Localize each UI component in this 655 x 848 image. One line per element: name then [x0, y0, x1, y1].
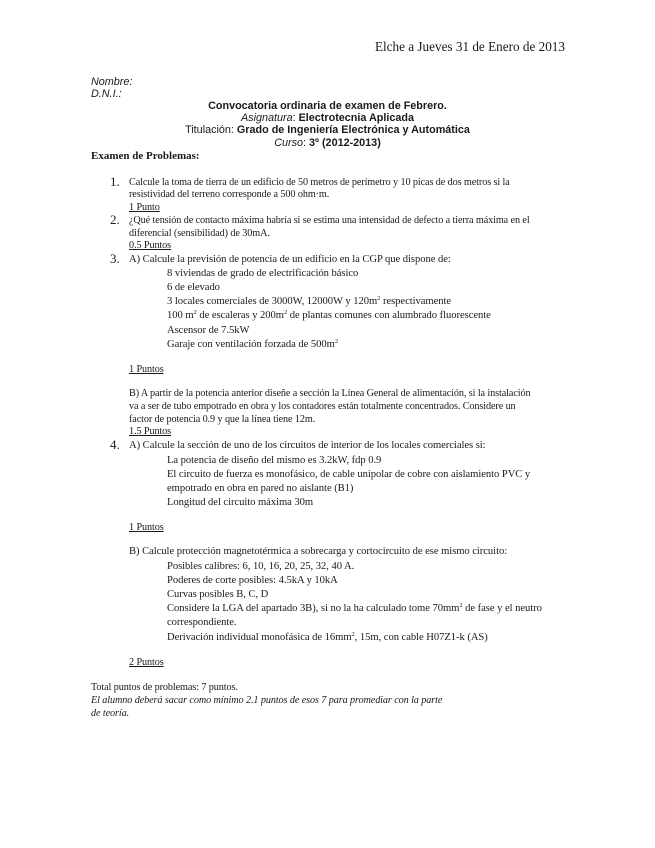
q4-item-longitud: Longitud del circuito máxima 30m	[167, 497, 314, 508]
q4-item-potencia: La potencia de diseño del mismo es 3.2kW, fdp 0.9	[167, 455, 382, 466]
q2-line1: ¿Qué tensión de contacto máxima habría si se estima una intensidad de defecto a tierra máxima en el	[129, 215, 530, 226]
q3-item-escaleras: 100 $m^2$ de escaleras y $200m^2$ de plantas comunes con alumbrado fluorescente	[167, 309, 491, 321]
q1-line1: Calcule la toma de tierra de un edificio de 50 metros de perímetro y 10 picas de dos metros si la	[129, 177, 510, 188]
q3-b-line2: va a ser de tubo empotrado en obra y los contadores están totalmente concentrados. Considere un	[129, 401, 516, 412]
q2-number: 2.	[110, 212, 120, 227]
asignatura-line: Asignatura: Electrotecnia Aplicada	[240, 112, 415, 124]
q3-points-a: 1 Puntos	[129, 364, 164, 375]
q3-intro: A) Calcule la previsión de potencia de un edificio en la CGP que dispone de:	[129, 254, 451, 265]
q4-b-item-poderes: Poderes de corte posibles: 4.5kA y 10kA	[167, 575, 338, 586]
q3-item-elevado: 6 de elevado	[167, 282, 220, 293]
q4-item-circuito: El circuito de fuerza es monofásico, de cable unipolar de cobre con aislamiento PVC y	[167, 469, 531, 480]
nombre-label: Nombre:	[91, 76, 133, 88]
q1-line2: resistividad del terreno corresponde a 500 ohm·m.	[129, 189, 330, 200]
q3-points-b: 1.5 Puntos	[129, 426, 172, 437]
q3-item-viviendas: 8 viviendas de grado de electrificación básico	[167, 268, 359, 279]
q4-b-item-curvas: Curvas posibles B, C, D	[167, 589, 269, 600]
q2-line2: diferencial (sensibilidad) de 30mA.	[129, 228, 270, 239]
q4-points-b: 2 Puntos	[129, 657, 164, 668]
asignatura-value: Electrotecnia Aplicada	[298, 112, 415, 124]
note-line2: de teoría.	[91, 708, 130, 719]
asignatura-label: Asignatura	[240, 112, 293, 124]
q3-item-garaje: Garaje con ventilación forzada de $500m^2$	[167, 338, 339, 350]
q3-b-line3: factor de potencia 0.9 y que la línea tiene 12m.	[129, 414, 316, 425]
total-points: Total puntos de problemas: 7 puntos.	[91, 682, 238, 693]
dni-label: D.N.I.:	[91, 88, 122, 100]
q3-number: 3.	[110, 251, 120, 266]
curso-line: Curso: 3º (2012-2013)	[274, 137, 381, 149]
q4-b-item-lga: Considere la LGA del apartado 3B), si no la ha calculado tome $70mm^2$ de fase y el neutro	[167, 602, 542, 614]
q3-item-locales: 3 locales comerciales de 3000W, 12000W y $120m^2$ respectivamente	[167, 295, 452, 307]
note-line1: El alumno deberá sacar como mínimo 2.1 puntos de esos 7 para promediar con la parte	[91, 695, 443, 706]
titulacion-label: Titulación:	[185, 124, 234, 136]
section-title: Examen de Problemas:	[91, 150, 200, 162]
q1-number: 1.	[110, 174, 120, 189]
q3-b-line1: B) A partir de la potencia anterior diseñe a sección la Línea General de alimentación, si la instalación	[129, 388, 531, 399]
curso-label: Curso	[274, 137, 304, 149]
titulacion-line	[0, 124, 655, 136]
q4-intro: A) Calcule la sección de uno de los circuitos de interior de los locales comerciales si:	[129, 440, 486, 451]
q4-points-a: 1 Puntos	[129, 522, 164, 533]
q3-item-ascensor: Ascensor de 7.5kW	[167, 325, 250, 336]
exam-title: Convocatoria ordinaria de examen de Febrero.	[208, 100, 447, 112]
curso-value: 3º (2012-2013)	[309, 137, 381, 149]
q4-number: 4.	[110, 437, 120, 452]
q4-b-item-correspondiente: correspondiente.	[167, 617, 237, 628]
q4-b-item-derivacion: Derivación individual monofásica de $16mm^2$, 15m, con cable H07Z1-k (AS)	[167, 631, 488, 643]
q2-points: 0.5 Puntos	[129, 240, 172, 251]
q4-item-empotrado: empotrado en obra en pared no aislante (B1)	[167, 483, 354, 494]
q1-points: 1 Punto	[129, 202, 160, 213]
q4-b-item-calibres: Posibles calibres: 6, 10, 16, 20, 25, 32, 40 A.	[167, 561, 355, 572]
q4-b-intro: B) Calcule protección magnetotérmica a sobrecarga y cortocircuito de ese mismo circuito:	[129, 546, 508, 557]
date-line: Elche a Jueves 31 de Enero de 2013	[374, 39, 565, 54]
titulacion-value: Grado de Ingeniería Electrónica y Automática	[236, 124, 470, 136]
